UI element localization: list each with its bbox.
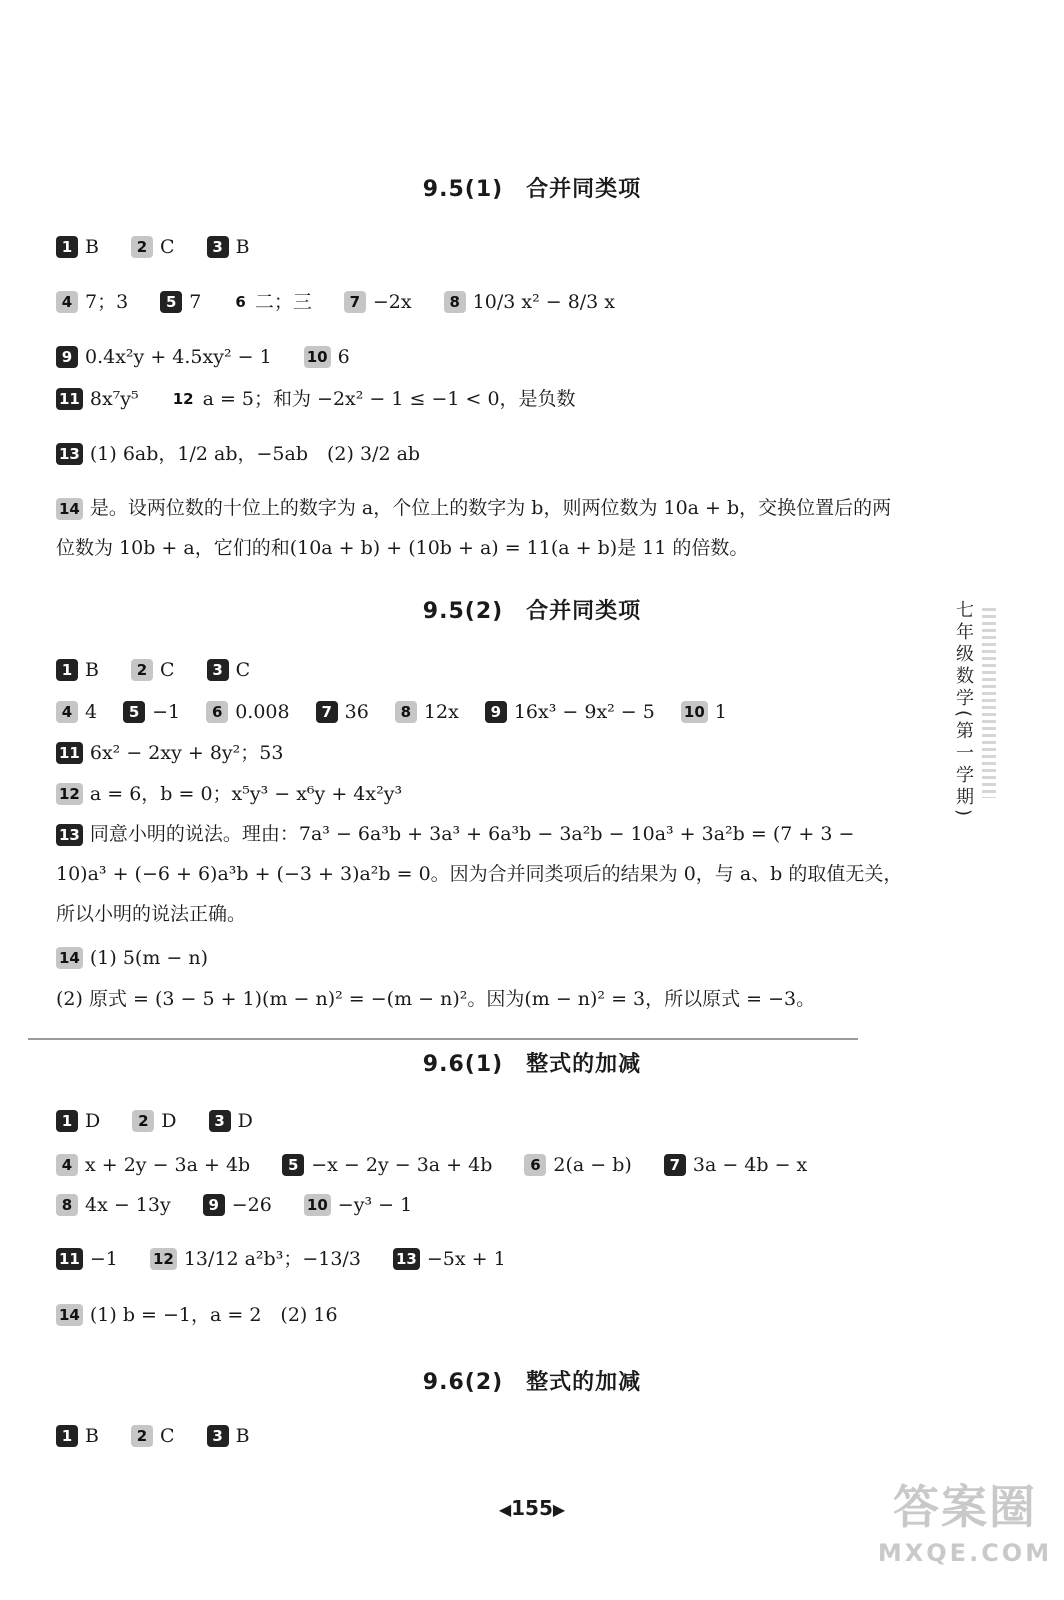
section-title-9-6-1: 9.6(1) 整式的加减 [422, 1052, 642, 1077]
answer: 13/12 a²b³；−13/3 [183, 1247, 361, 1270]
answer-row [56, 438, 916, 468]
answer-row [56, 1420, 916, 1450]
q-number: 7 [664, 1154, 686, 1176]
answer-row [56, 737, 916, 767]
q-number: 8 [395, 701, 417, 723]
answer: 2(a − b) [553, 1153, 632, 1176]
answer: −5x + 1 [426, 1247, 506, 1270]
q-number: 7 [316, 701, 338, 723]
q-number: 13 [393, 1248, 420, 1270]
answer: D [161, 1109, 177, 1132]
q-number: 10 [304, 346, 331, 368]
q-number: 12 [56, 783, 83, 805]
answer: 6 [337, 345, 350, 368]
answer: 12x [423, 700, 459, 723]
answer: 二；三 [254, 290, 312, 313]
q-number: 3 [207, 236, 229, 258]
q-number: 1 [56, 1110, 78, 1132]
q-number: 13 [56, 824, 83, 846]
q-number: 2 [131, 1425, 153, 1447]
q-number: 5 [160, 291, 182, 313]
q-number: 9 [56, 346, 78, 368]
q-number: 12 [150, 1248, 177, 1270]
section-divider [28, 1038, 858, 1040]
q-number: 1 [56, 236, 78, 258]
answer: 同意小明的说法。理由：7a³ − 6a³b + 3a³ + 6a³b − 3a²b − 10a³ + 3a²b = (7 + 3 − 10)a³ + (−6 + 6)a³b + (−3 + 3)a²b = 0。因为合并同类项后的结果为 0，与 a、b 的取值无关，所以小明的说法正确。 [56, 823, 903, 925]
answer: C [160, 1424, 175, 1447]
q-number: 2 [132, 1110, 154, 1132]
answer: −1 [152, 700, 181, 723]
q-number: 5 [282, 1154, 304, 1176]
answer: 8x⁷y⁵ [89, 387, 139, 410]
answer: (1) 6ab，1/2 ab，−5ab (2) 3/2 ab [89, 442, 421, 465]
q-number: 14 [56, 947, 83, 969]
q-number: 5 [123, 701, 145, 723]
answer-row [56, 1299, 916, 1329]
answer-row [56, 231, 916, 261]
q-number: 14 [56, 1304, 83, 1326]
answer: (1) b = −1，a = 2 (2) 16 [89, 1303, 338, 1326]
watermark-logo [870, 1475, 1060, 1595]
answer-row [56, 286, 916, 316]
answer: −x − 2y − 3a + 4b [311, 1153, 493, 1176]
answer-row [56, 1189, 916, 1219]
q-number: 3 [207, 659, 229, 681]
answer: 4 [85, 700, 98, 723]
answer: a = 6，b = 0；x⁵y³ − x⁶y + 4x²y³ [89, 782, 403, 805]
q-number: 12 [172, 389, 194, 408]
q-number: 3 [209, 1110, 231, 1132]
q-number: 10 [681, 701, 708, 723]
right-arrow-icon: ▶ [552, 1500, 566, 1519]
left-arrow-icon: ◀ [498, 1500, 512, 1519]
q-number: 9 [203, 1194, 225, 1216]
watermark-bottom: MXQE.COM [877, 1539, 1053, 1567]
answer-row [56, 1243, 916, 1273]
answer-paragraph [56, 814, 906, 934]
answer: B [85, 235, 99, 258]
answer: (1) 5(m − n) [89, 946, 208, 969]
q-number: 11 [56, 1248, 83, 1270]
q-number: 8 [444, 291, 466, 313]
answer: 6x² − 2xy + 8y²；53 [89, 741, 284, 764]
answer: C [160, 235, 175, 258]
q-number: 1 [56, 1425, 78, 1447]
answer-row [56, 1149, 916, 1179]
answer: D [85, 1109, 101, 1132]
q-number: 7 [344, 291, 366, 313]
side-book-title: 七年级数学(第一学期) [953, 600, 974, 821]
answer: −26 [231, 1193, 272, 1216]
answer: 7；3 [85, 290, 129, 313]
answer: 16x³ − 9x² − 5 [513, 700, 655, 723]
q-number: 6 [206, 701, 228, 723]
answer: 36 [344, 700, 369, 723]
answer: 7 [189, 290, 202, 313]
answer: 4x − 13y [85, 1193, 171, 1216]
q-number: 4 [56, 291, 78, 313]
answer-row [56, 341, 916, 371]
q-number: 11 [56, 388, 83, 410]
answer: 1 [714, 700, 727, 723]
answer: C [235, 658, 251, 681]
answer: B [85, 1424, 99, 1447]
answer: 0.008 [235, 700, 290, 723]
answer-row [56, 778, 916, 808]
q-number: 10 [304, 1194, 331, 1216]
watermark-top: 答案圈 [893, 1480, 1037, 1534]
answer: C [160, 658, 175, 681]
side-decoration [982, 608, 996, 798]
q-number: 4 [56, 701, 78, 723]
answer: D [237, 1109, 253, 1132]
answer: a = 5；和为 −2x² − 1 ≤ −1 < 0，是负数 [202, 387, 576, 410]
answer: 3a − 4b − x [692, 1153, 808, 1176]
answer-row [56, 984, 916, 1013]
q-number: 2 [131, 236, 153, 258]
q-number: 11 [56, 742, 83, 764]
answer: 0.4x²y + 4.5xy² − 1 [85, 345, 272, 368]
answer-row [56, 696, 916, 726]
section-title-9-5-1: 9.5(1) 合并同类项 [422, 177, 642, 202]
answer-row [56, 1105, 916, 1135]
answer: −1 [89, 1247, 118, 1270]
q-number: 6 [524, 1154, 546, 1176]
answer-row [56, 654, 916, 684]
answer: B [235, 235, 250, 258]
q-number: 9 [485, 701, 507, 723]
answer: B [235, 1424, 250, 1447]
q-number: 4 [56, 1154, 78, 1176]
section-title-9-5-2: 9.5(2) 合并同类项 [422, 599, 642, 624]
q-number: 6 [235, 292, 246, 311]
q-number: 1 [56, 659, 78, 681]
answer: x + 2y − 3a + 4b [85, 1153, 251, 1176]
q-number: 8 [56, 1194, 78, 1216]
answer-row [56, 383, 916, 413]
answer: B [85, 658, 99, 681]
q-number: 14 [56, 498, 83, 520]
answer: −y³ − 1 [337, 1193, 413, 1216]
section-title-9-6-2: 9.6(2) 整式的加减 [422, 1370, 642, 1395]
q-number: 13 [56, 443, 83, 465]
answer-paragraph [56, 488, 906, 568]
q-number: 2 [131, 659, 153, 681]
answer: (2) 原式 = (3 − 5 + 1)(m − n)² = −(m − n)²。因为(m − n)² = 3，所以原式 = −3。 [56, 988, 816, 1010]
answer: 是。设两位数的十位上的数字为 a，个位上的数字为 b，则两位数为 10a + b，交换位置后的两位数为 10b + a，它们的和(10a + b) + (10b + a) = 11(a + b)是 11 的倍数。 [56, 497, 892, 559]
answer-row [56, 942, 916, 972]
answer: 10/3 x² − 8/3 x [472, 290, 616, 313]
page-number-value: 155 [511, 1496, 553, 1520]
answer: −2x [372, 290, 412, 313]
q-number: 3 [207, 1425, 229, 1447]
